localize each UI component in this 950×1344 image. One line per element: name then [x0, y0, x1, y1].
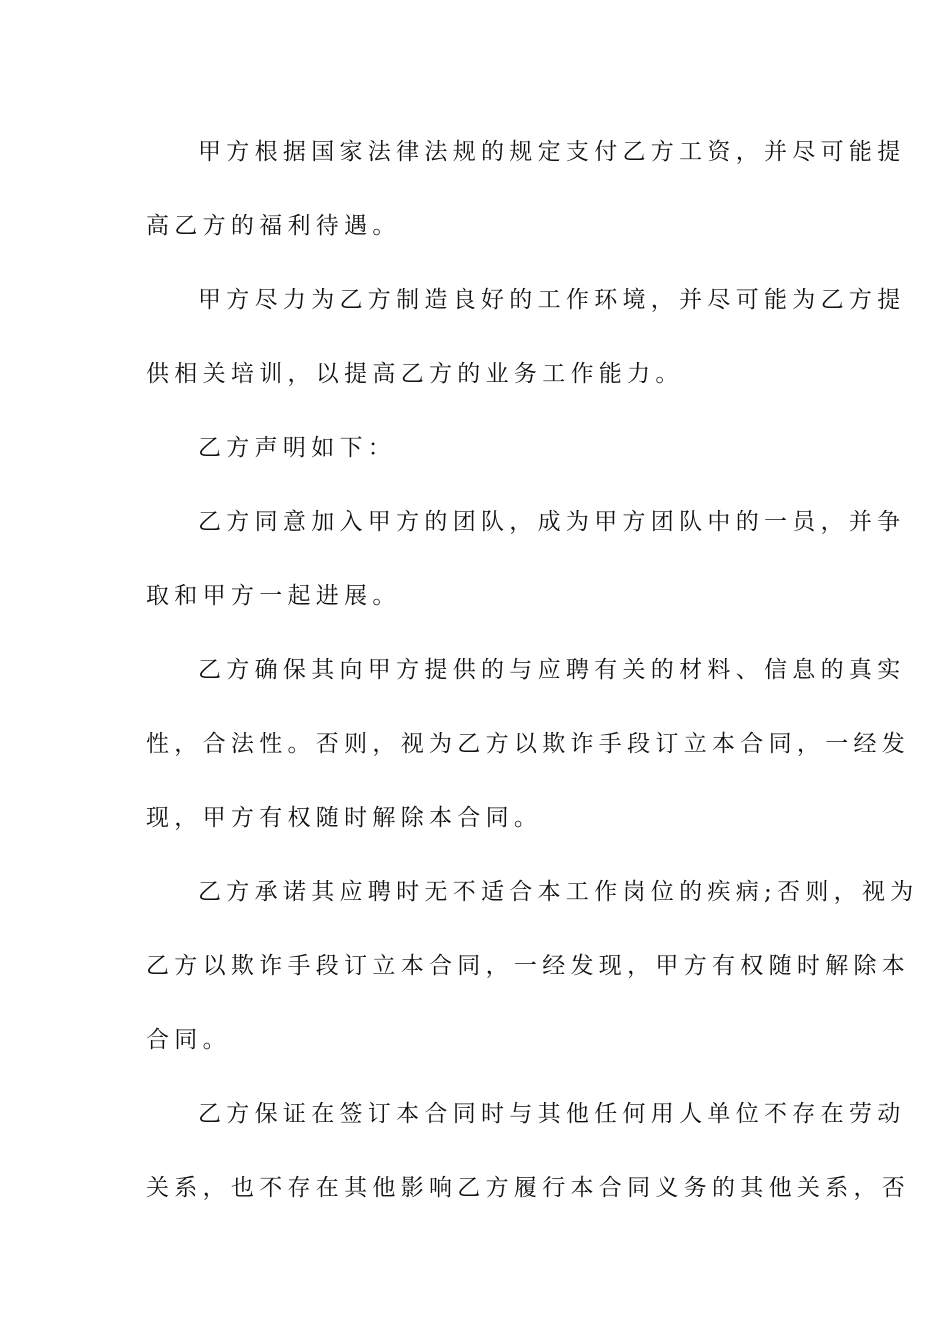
text-line: 甲方尽力为乙方制造良好的工作环境，并尽可能为乙方提: [198, 287, 906, 313]
text-line: 乙方承诺其应聘时无不适合本工作岗位的疾病;否则，视为: [198, 879, 919, 905]
document-body: [146, 126, 919, 1236]
text-line: 供相关培训，以提高乙方的业务工作能力。: [146, 361, 684, 387]
text-line: 高乙方的福利待遇。: [146, 213, 401, 239]
text-line: 乙方同意加入甲方的团队，成为甲方团队中的一员，并争: [198, 509, 906, 535]
text-line: 现，甲方有权随时解除本合同。: [146, 805, 543, 831]
text-line: 甲方根据国家法律法规的规定支付乙方工资，并尽可能提: [198, 139, 906, 165]
text-line: 性，合法性。否则，视为乙方以欺诈手段订立本合同，一经发: [146, 731, 911, 757]
text-line: 乙方保证在签订本合同时与其他任何用人单位不存在劳动: [198, 1101, 906, 1127]
text-line: 合同。: [146, 1027, 231, 1053]
text-line: 关系，也不存在其他影响乙方履行本合同义务的其他关系，否: [146, 1175, 911, 1201]
text-line: 乙方以欺诈手段订立本合同，一经发现，甲方有权随时解除本: [146, 953, 911, 979]
text-line: 取和甲方一起进展。: [146, 583, 401, 609]
text-line: 乙方确保其向甲方提供的与应聘有关的材料、信息的真实: [198, 657, 906, 683]
text-line: 乙方声明如下：: [198, 435, 397, 461]
